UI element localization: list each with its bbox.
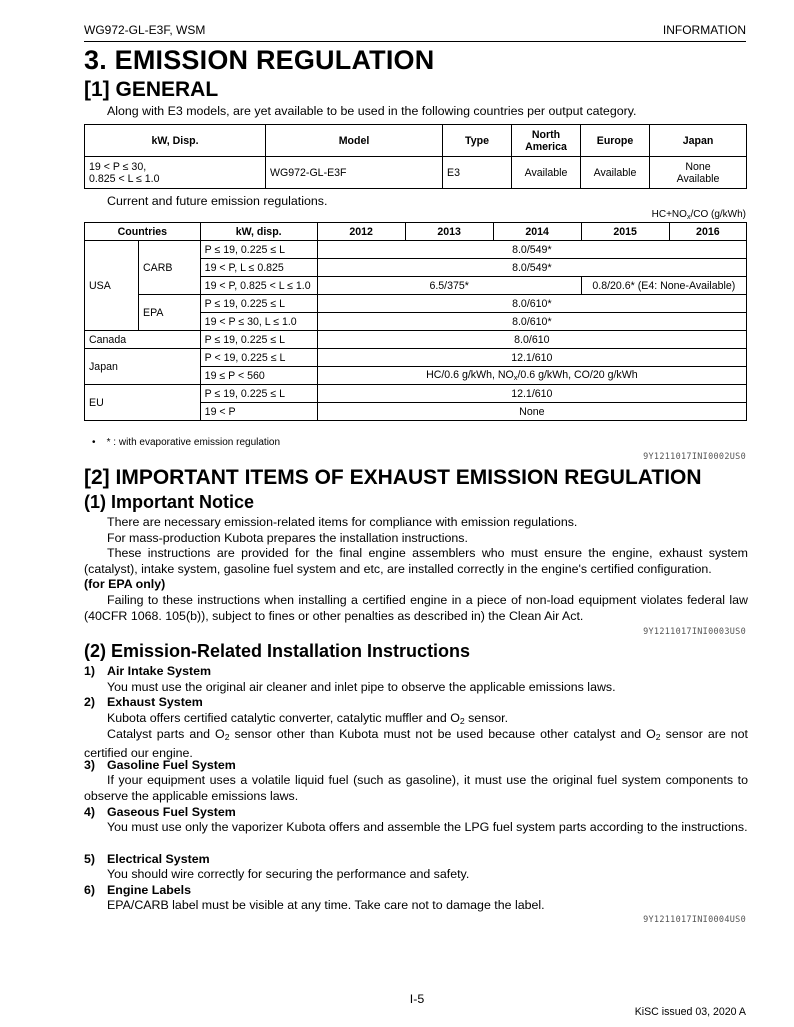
item-title: Electrical System — [107, 852, 210, 866]
notice-paragraph: There are necessary emission-related items for compliance with emission regulations. — [107, 515, 578, 529]
value-cell: 8.0/549* — [317, 259, 746, 277]
item-number: 5) — [84, 852, 96, 866]
value-cell: 8.0/610 — [317, 331, 746, 349]
value-cell: 8.0/610* — [317, 295, 746, 313]
footnote: • * : with evaporative emission regulation — [92, 437, 281, 448]
important-items-heading: [2] IMPORTANT ITEMS OF EXHAUST EMISSION REGULATION — [84, 466, 702, 489]
col-kw-disp: kW, disp. — [200, 223, 317, 241]
kw-cell: P < 19, 0.225 ≤ L — [200, 349, 317, 367]
important-notice-heading: (1) Important Notice — [84, 492, 255, 512]
country-eu: EU — [85, 385, 201, 421]
general-heading: [1] GENERAL — [84, 78, 219, 101]
col-2016: 2016 — [669, 223, 746, 241]
cell-model: WG972-GL-E3F — [266, 157, 443, 189]
country-usa: USA — [85, 241, 139, 331]
kw-cell: P ≤ 19, 0.225 ≤ L — [200, 331, 317, 349]
kw-cell: 19 < P, L ≤ 0.825 — [200, 259, 317, 277]
section-title: 3. EMISSION REGULATION — [84, 45, 435, 75]
value-cell: 8.0/610* — [317, 313, 746, 331]
current-future-caption: Current and future emission regulations. — [107, 194, 328, 208]
item-number: 2) — [84, 695, 96, 709]
installation-heading: (2) Emission-Related Installation Instructions — [84, 641, 471, 661]
kw-cell: 19 < P — [200, 403, 317, 421]
col-kw: kW, Disp. — [85, 125, 266, 157]
item-text: You must use the original air cleaner and inlet pipe to observe the applicable emissions laws. — [107, 680, 616, 694]
epa-only-label: (for EPA only) — [84, 577, 166, 591]
col-europe: Europe — [581, 125, 650, 157]
col-model: Model — [266, 125, 443, 157]
item-title: Air Intake System — [107, 664, 211, 678]
item-text: You must use only the vaporizer Kubota offers and assemble the LPG fuel system parts according to the instructions. — [107, 820, 748, 834]
doc-code: 9Y1211017INI0003US0 — [643, 627, 746, 637]
agency-epa: EPA — [139, 295, 201, 331]
item-text: EPA/CARB label must be visible at any time. Take care not to damage the label. — [107, 898, 545, 912]
item-title: Gaseous Fuel System — [107, 805, 236, 819]
cell-eu: Available — [581, 157, 650, 189]
col-2012: 2012 — [317, 223, 405, 241]
doc-code: 9Y1211017INI0002US0 — [643, 452, 746, 462]
country-japan: Japan — [85, 349, 201, 385]
kw-cell: P ≤ 19, 0.225 ≤ L — [200, 385, 317, 403]
item-number: 1) — [84, 664, 96, 678]
item-text: If your equipment uses a volatile liquid fuel (such as gasoline), it must use the original fuel system components to observe the applicable emissions laws. — [84, 773, 748, 803]
kw-cell: P ≤ 19, 0.225 ≤ L — [200, 295, 317, 313]
col-countries: Countries — [85, 223, 201, 241]
notice-paragraph: Failing to these instructions when installing a certified engine in a piece of non-load equipment violates federal law (40CFR 1068. 105(b)), subject to fines or other penalties as described in) the Clean Air Act. — [84, 593, 748, 623]
notice-paragraph: These instructions are provided for the final engine assemblers who must ensure the engine, exhaust system (catalyst), intake system, gasoline fuel system and etc, are installed correctly in the engine's certified configuration. — [84, 546, 748, 576]
kw-cell: 19 < P ≤ 30, L ≤ 1.0 — [200, 313, 317, 331]
value-cell: HC/0.6 g/kWh, $NO_x/0.6$ g/kWh, CO/20 g/kWh — [317, 367, 746, 385]
value-cell: 0.8/20.6* (E4: None-Available) — [581, 277, 746, 295]
value-cell: 12.1/610 — [317, 349, 746, 367]
col-north-america: North America — [512, 125, 581, 157]
cell-na: Available — [512, 157, 581, 189]
item-title: Engine Labels — [107, 883, 191, 897]
cell-jp: None Available — [650, 157, 747, 189]
item-number: 4) — [84, 805, 96, 819]
units-label: $HC+NO_x/CO$ (g/kWh) — [651, 209, 746, 221]
col-2015: 2015 — [581, 223, 669, 241]
item-number: 3) — [84, 758, 96, 772]
item-text: You should wire correctly for securing the performance and safety. — [107, 867, 470, 881]
cell-kw: 19 < P ≤ 30, 0.825 < L ≤ 1.0 — [85, 157, 266, 189]
value-cell: 6.5/375* — [317, 277, 581, 295]
header-model: WG972-GL-E3F, WSM — [84, 23, 206, 37]
general-intro: Along with E3 models, are yet available to be used in the following countries per output category. — [107, 104, 637, 118]
header-section: INFORMATION — [662, 23, 746, 37]
item-number: 6) — [84, 883, 96, 897]
value-cell: 12.1/610 — [317, 385, 746, 403]
col-type: Type — [443, 125, 512, 157]
issue-label: KiSC issued 03, 2020 A — [634, 1006, 746, 1018]
col-2013: 2013 — [405, 223, 493, 241]
col-japan: Japan — [650, 125, 747, 157]
page-number: I-5 — [409, 992, 425, 1006]
running-header — [84, 22, 746, 38]
value-cell: 8.0/549* — [317, 241, 746, 259]
header-rule — [84, 41, 746, 42]
cell-type: E3 — [443, 157, 512, 189]
item-title: Exhaust System — [107, 695, 203, 709]
notice-paragraph: For mass-production Kubota prepares the installation instructions. — [107, 531, 468, 545]
value-cell: None — [317, 403, 746, 421]
item-text: Kubota offers certified catalytic converter, catalytic muffler and $O_2$ sensor. — [107, 711, 509, 727]
availability-table — [84, 124, 747, 189]
country-canada: Canada — [85, 331, 201, 349]
kw-cell: P ≤ 19, 0.225 ≤ L — [200, 241, 317, 259]
agency-carb: CARB — [139, 241, 201, 295]
item-title: Gasoline Fuel System — [107, 758, 236, 772]
kw-cell: 19 < P, 0.825 < L ≤ 1.0 — [200, 277, 317, 295]
regulation-table — [84, 222, 747, 421]
item-text: Catalyst parts and $O_2$ sensor other than Kubota must not be used because other catalyst and $O_2$ sensor are not certified our engine. — [84, 727, 749, 760]
kw-cell: 19 ≤ P < 560 — [200, 367, 317, 385]
doc-code: 9Y1211017INI0004US0 — [643, 915, 746, 925]
col-2014: 2014 — [493, 223, 581, 241]
